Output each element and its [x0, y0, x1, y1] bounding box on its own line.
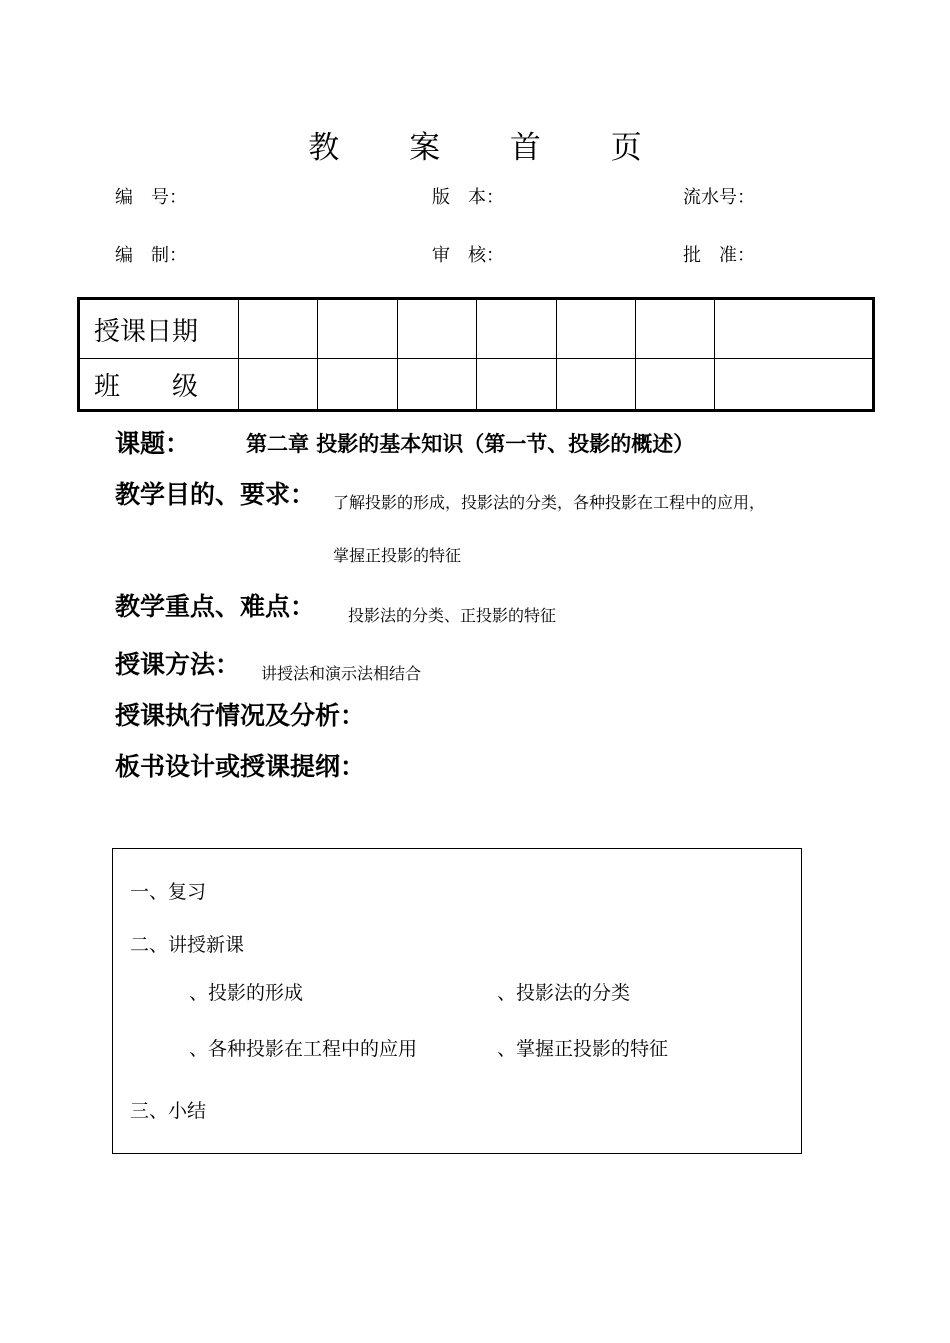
- outline-box: [112, 848, 802, 1154]
- objectives-line-1: 了解投影的形成，投影法的分类，各种投影在工程中的应用，: [333, 493, 766, 512]
- objectives-label: 教学目的、要求：: [115, 480, 316, 509]
- outline-sub-4: 、掌握正投影的特征: [497, 1038, 669, 1060]
- date-cell: [635, 299, 714, 359]
- page-title: 教 案 首 页: [308, 130, 672, 166]
- approved-by-label: 批 准：: [683, 245, 755, 266]
- class-cell: [477, 359, 556, 411]
- outline-review: 一、复习: [130, 881, 207, 903]
- schedule-class-row: [79, 359, 874, 411]
- flow-number-label: 流水号：: [683, 187, 755, 208]
- compiled-by-label: 编 制：: [115, 245, 187, 266]
- keypoints-value: 投影法的分类、正投影的特征: [348, 606, 557, 625]
- date-cell: [715, 299, 874, 359]
- class-cell: [556, 359, 635, 411]
- class-cell: [715, 359, 874, 411]
- class-cell: [635, 359, 714, 411]
- outline-new-lesson: 二、讲授新课: [130, 934, 245, 956]
- outline-summary: 三、小结: [130, 1100, 207, 1122]
- outline-sub-1: 、投影的形成: [189, 982, 304, 1004]
- date-cell: [318, 299, 397, 359]
- method-label: 授课方法：: [115, 650, 241, 679]
- method-value: 讲授法和演示法相结合: [261, 664, 422, 683]
- date-cell: [556, 299, 635, 359]
- reviewed-by-label: 审 核：: [432, 245, 504, 266]
- execution-label: 授课执行情况及分析：: [115, 701, 366, 730]
- class-label: 班 级: [79, 359, 239, 411]
- date-label: 授课日期: [79, 299, 239, 359]
- outline-sub-3: 、各种投影在工程中的应用: [189, 1038, 418, 1060]
- topic-value: 第二章 投影的基本知识（第一节、投影的概述）: [246, 432, 695, 456]
- topic-label: 课题：: [115, 429, 191, 458]
- date-cell: [397, 299, 476, 359]
- class-cell: [397, 359, 476, 411]
- objectives-line-2: 掌握正投影的特征: [333, 546, 462, 565]
- serial-number-label: 编 号：: [115, 187, 187, 208]
- version-label: 版 本：: [432, 187, 504, 208]
- date-cell: [477, 299, 556, 359]
- schedule-table: [77, 297, 875, 412]
- class-cell: [239, 359, 318, 411]
- date-cell: [239, 299, 318, 359]
- schedule-date-row: [79, 299, 874, 359]
- keypoints-label: 教学重点、难点：: [115, 592, 316, 621]
- outline-sub-2: 、投影法的分类: [497, 982, 631, 1004]
- outline-label: 板书设计或授课提纲：: [115, 752, 366, 781]
- class-cell: [318, 359, 397, 411]
